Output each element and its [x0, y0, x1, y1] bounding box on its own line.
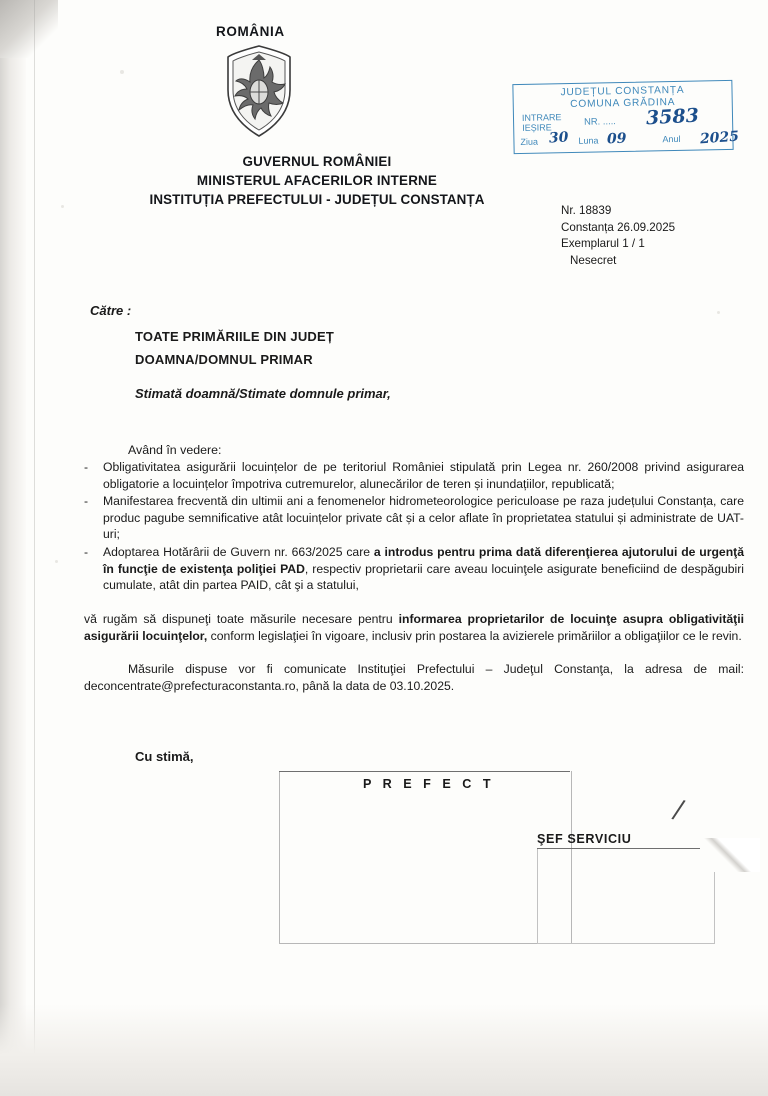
sef-serviciu-title: ŞEF SERVICIU [537, 832, 632, 846]
stamp-anul-label: Anul [662, 133, 681, 145]
stamp-ziua-label: Ziua [520, 136, 539, 147]
reference-exemplar: Exemplarul 1 / 1 [561, 237, 645, 250]
stamp-county: JUDEȚUL CONSTANȚA [560, 84, 685, 99]
ministry-line-2: MINISTERUL AFACERILOR INTERNE [196, 173, 438, 188]
scan-tear-artifact [700, 838, 760, 872]
faint-stamp-residue [547, 878, 551, 890]
emphasis-text: informarea proprietarilor de locuinţe asupra obligativităţii asigurării locuinţelor, [84, 612, 744, 643]
bullet-marker: - [84, 544, 89, 559]
salutation: Stimată doamnă/Stimate domnule primar, [135, 386, 391, 401]
ministry-line-1: GUVERNUL ROMÂNIEI [242, 154, 392, 169]
stamp-commune: COMUNA GRĂDINA [570, 96, 676, 111]
prefect-signature-box [279, 771, 572, 944]
consideration-item [84, 459, 744, 492]
prefect-signature-line [279, 771, 570, 772]
stamp-luna-value: 09 [606, 130, 627, 148]
bullet-marker: - [84, 460, 89, 474]
scan-bottom-shadow [0, 1004, 768, 1096]
romanian-coat-of-arms-icon [222, 44, 296, 138]
stamp-ziua-value: 30 [548, 129, 570, 147]
prefect-title: P R E F E C T [363, 777, 495, 791]
sef-serviciu-signature-box [537, 848, 715, 944]
body-text: conform legislaţiei în vigoare, inclusiv prin postarea la avizierele primăriilor a obligaţiilor ce le revin. [207, 628, 742, 643]
stamp-nr-label: NR. ..... [583, 115, 616, 127]
request-paragraph [84, 611, 744, 644]
addressee-line-2: DOAMNA/DOMNUL PRIMAR [135, 352, 313, 367]
stamp-nr-value: 3583 [645, 104, 700, 130]
addressee-label: Către : [90, 303, 132, 318]
stamp-iesire-label: IEȘIRE [522, 122, 552, 133]
bullet-marker: - [84, 494, 89, 509]
body-text: Manifestarea frecventă din ultimii ani a fenomenelor hidrometeorologice periculoase pe raza județului Constanța, care produc pagube semnificative atât locuințelor private cât și a celor aflate în proprietatea statului și administrate de UAT-uri; [103, 494, 744, 542]
body-text: , respectiv proprietarii care aveau locuinţele asigurate beneficiind de despăgubiri cumulate, atât din partea PAID, cât şi a statului, [103, 561, 744, 593]
body-text: Adoptarea Hotărârii de Guvern nr. 663/2025 care [103, 544, 374, 559]
sef-serviciu-signature-line [537, 848, 713, 849]
emphasis-text: a introdus pentru prima dată diferenţierea ajutorului de urgenţă în funcţie de existenţa poliţiei PAD [103, 544, 744, 576]
handwritten-signature-mark: / [670, 794, 687, 826]
consideration-item [84, 544, 744, 594]
reference-place-date: Constanța 26.09.2025 [561, 220, 676, 234]
reference-classification: Nesecret [570, 253, 617, 267]
closing-phrase: Cu stimă, [135, 749, 194, 764]
reference-number: Nr. 18839 [561, 204, 612, 217]
stamp-intrare-label: INTRARE [521, 112, 562, 123]
reference-block [561, 203, 675, 269]
body-text: vă rugăm să dispuneţi toate măsurile necesare pentru [84, 612, 399, 626]
body-text: Obligativitatea asigurării locuințelor de pe teritoriul României stipulată prin Legea nr. 260/2008 privind asigurarea obligatorie a locuințelor împotriva cutremurelor, alunecărilor de teren și inundațiilor, republicată; [103, 460, 744, 491]
measures-paragraph: Măsurile dispuse vor fi comunicate Instituţiei Prefectului – Judeţul Constanţa, la adresa de mail: deconcentrate@prefecturaconstanta.ro, până la data de 03.10.2025. [84, 662, 744, 693]
country-heading: ROMÂNIA [216, 24, 285, 39]
addressee-line-1: TOATE PRIMĂRIILE DIN JUDEȚ [135, 329, 335, 344]
considerations-list [84, 459, 744, 595]
body-intro: Având în vedere: [128, 443, 222, 457]
stamp-anul-value: 2025 [699, 128, 740, 148]
consideration-item [84, 493, 744, 543]
ministry-line-3: INSTITUȚIA PREFECTULUI - JUDEȚUL CONSTANȚA [149, 192, 485, 207]
stamp-luna-label: Luna [578, 135, 599, 146]
ministry-heading [82, 152, 552, 209]
